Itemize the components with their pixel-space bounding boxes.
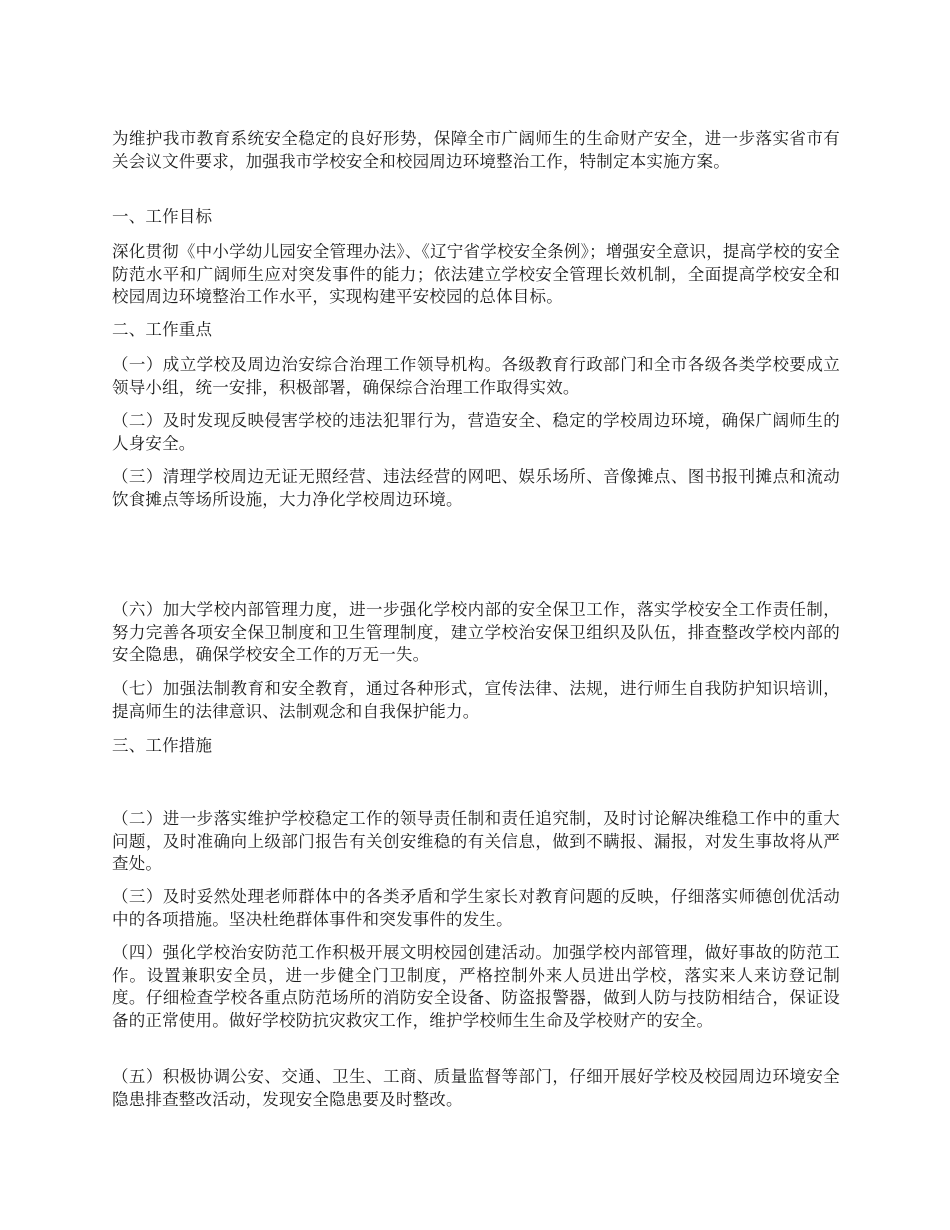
intro-paragraph: 为维护我市教育系统安全稳定的良好形势，保障全市广阔师生的生命财产安全，进一步落实省市有关会议文件要求，加强我市学校安全和校园周边环境整治工作，特制定本实施方案。 xyxy=(112,129,840,171)
goals-paragraph: 深化贯彻《中小学幼儿园安全管理办法》、《辽宁省学校安全条例》；增强安全意识，提高学校的安全防范水平和广阔师生应对突发事件的能力；依法建立学校安全管理长效机制，全面提高学校安全和校园周边环境整治工作水平，实现构建平安校园的总体目标。 xyxy=(112,242,840,306)
focus-item-3: （三）清理学校周边无证无照经营、违法经营的网吧、娱乐场所、音像摊点、图书报刊摊点和流动饮食摊点等场所设施，大力净化学校周边环境。 xyxy=(112,467,840,509)
focus-item-2: （二）及时发现反映侵害学校的违法犯罪行为，营造安全、稳定的学校周边环境，确保广阔师生的人身安全。 xyxy=(112,411,840,453)
section-heading-focus: 二、工作重点 xyxy=(112,320,213,339)
section-heading-goals: 一、工作目标 xyxy=(112,207,213,226)
measure-item-4: （四）强化学校治安防范工作积极开展文明校园创建活动。加强学校内部管理，做好事故的防范工作。设置兼职安全员，进一步健全门卫制度，严格控制外来人员进出学校，落实来人来访登记制度。仔细检查学校各重点防范场所的消防安全设备、防盗报警器，做到人防与技防相结合，保证设备的正常使用。做好学校防抗灾救灾工作，维护学校师生生命及学校财产的安全。 xyxy=(112,943,840,1030)
focus-item-7: （七）加强法制教育和安全教育，通过各种形式，宣传法律、法规，进行师生自我防护知识培训，提高师生的法律意识、法制观念和自我保护能力。 xyxy=(112,679,840,721)
focus-item-1: （一）成立学校及周边治安综合治理工作领导机构。各级教育行政部门和全市各级各类学校要成立领导小组，统一安排，积极部署，确保综合治理工作取得实效。 xyxy=(112,355,840,397)
focus-item-6: （六）加大学校内部管理力度，进一步强化学校内部的安全保卫工作，落实学校安全工作责任制，努力完善各项安全保卫制度和卫生管理制度，建立学校治安保卫组织及队伍，排查整改学校内部的安全隐患，确保学校安全工作的万无一失。 xyxy=(112,600,840,664)
section-heading-measures: 三、工作措施 xyxy=(112,736,213,755)
measure-item-3: （三）及时妥然处理老师群体中的各类矛盾和学生家长对教育问题的反映，仔细落实师德创优活动中的各项措施。坚决杜绝群体事件和突发事件的发生。 xyxy=(112,887,840,929)
measure-item-2: （二）进一步落实维护学校稳定工作的领导责任制和责任追究制，及时讨论解决维稳工作中的重大问题，及时准确向上级部门报告有关创安维稳的有关信息，做到不瞒报、漏报，对发生事故将从严查处。 xyxy=(112,809,840,873)
measure-item-5: （五）积极协调公安、交通、卫生、工商、质量监督等部门，仔细开展好学校及校园周边环境安全隐患排查整改活动，发现安全隐患要及时整改。 xyxy=(112,1067,840,1109)
